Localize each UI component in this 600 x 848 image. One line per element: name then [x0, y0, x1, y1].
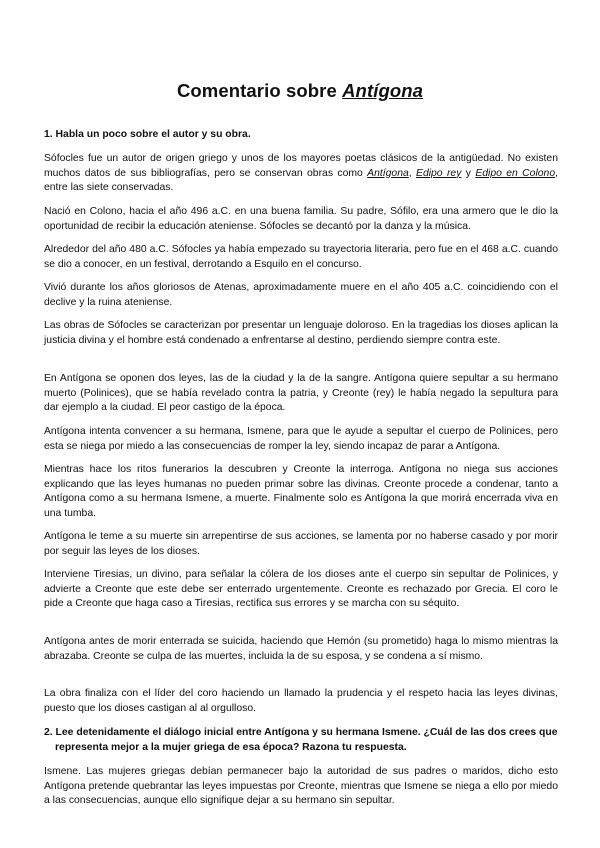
title-work: Antígona [342, 80, 424, 101]
section-2-heading: 2. Lee detenidamente el diálogo inicial entre Antígona y su hermana Ismene. ¿Cuál de las dos crees que representa mejor a la mujer griega de esa época? Razona tu respuesta. [44, 727, 558, 753]
p1-sep-1: , [408, 167, 417, 179]
paragraph-6: En Antígona se oponen dos leyes, las de la ciudad y la de la sangre. Antígona quiere sepultar a su hermano muerto (Polinices), que se había revelado contra la patria, y Creonte (rey) le había negado la sepultura para dar ejemplo a la ciudad. El peor castigo de la época. [44, 373, 558, 414]
paragraph-7: Antígona intenta convencer a su hermana, Ismene, para que le ayude a sepultar el cuerpo de Polinices, pero esta se niega por miedo a las consecuencias de romper la ley, siendo incapaz de parar a Antígona. [44, 426, 558, 452]
paragraph-11: Antígona antes de morir enterrada se suicida, haciendo que Hemón (su prometido) haga lo mismo mientras la abrazaba. Creonte se culpa de las muertes, incluida la de su esposa, y se condena a sí mismo. [44, 636, 558, 662]
work-edipo-en-colono: Edipo en Colono [475, 167, 556, 179]
p1-text-a: Sófocles fue un autor de origen griego y unos de los mayores poetas clásicos de la antigüedad. No existen muchos datos de sus bibliografías, pero se conservan obras como [44, 153, 558, 179]
paragraph-12: La obra finaliza con el líder del coro haciendo un llamado la prudencia y el respeto hacia las leyes divinas, puesto que los dioses castigan al al orgulloso. [44, 688, 558, 714]
paragraph-5: Las obras de Sófocles se caracterizan por presentar un lenguaje doloroso. En la tragedias los dioses aplican la justicia divina y el hombre está condenado a enfrentarse al destino, perdiendo siempre contra este. [44, 320, 558, 346]
work-antigona: Antígona [367, 167, 409, 179]
p1-sep-2: y [461, 167, 476, 179]
paragraph-10: Interviene Tiresias, un divino, para señalar la cólera de los dioses ante el cuerpo sin sepultar de Polinices, y advierte a Creonte que este debe ser enterrado urgentemente. Creonte es rechazado por Grecia. El coro le pide a Creonte que haga caso a Tiresias, rectifica sus errores y se marcha con su séquito. [44, 569, 558, 610]
paragraph-4: Vivió durante los años gloriosos de Atenas, aproximadamente muere en el año 405 a.C. coincidiendo con el declive y la ruina ateniense. [44, 282, 558, 308]
paragraph-9: Antígona le teme a su muerte sin arrepentirse de sus acciones, se lamenta por no haberse casado y por morir por seguir las leyes de los dioses. [44, 531, 558, 557]
p1-text-b: , entre las siete conservadas. [44, 167, 558, 194]
page-title [0, 80, 600, 102]
paragraph-3: Alrededor del año 480 a.C. Sófocles ya había empezado su trayectoria literaria, pero fue en el 468 a.C. cuando se dio a conocer, en un festival, derrotando a Esquilo en el concurso. [44, 244, 558, 270]
section-2-answer: Ismene. Las mujeres griegas debían permanecer bajo la autoridad de sus padres o maridos, dicho esto Antígona pretende quebrantar las leyes impuestas por Creonte, mientras que Ismene se niega a ello por miedo a las consecuencias, aunque ello signifique dejar a su hermano sin sepultar. [44, 766, 558, 807]
work-edipo-rey: Edipo rey [416, 167, 462, 179]
paragraph-1 [44, 152, 558, 196]
paragraph-8: Mientras hace los ritos funerarios la descubren y Creonte la interroga. Antígona no niega sus acciones explicando que las leyes humanas no pueden primar sobre las divinas. Creonte procede a condenar, tanto a Antígona como a su hermana Ismene, a muerte. Finalmente solo es Antígona la que morirá encerrada viva en una tumba. [44, 464, 558, 519]
section-1-heading: 1. Habla un poco sobre el autor y su obra. [44, 129, 251, 140]
title-prefix: Comentario sobre [176, 80, 343, 101]
paragraph-2: Nació en Colono, hacia el año 496 a.C. en una buena familia. Su padre, Sófilo, era una armero que le dio la oportunidad de recibir la educación ateniense. Sófocles se decantó por la danza y la música. [44, 206, 558, 232]
